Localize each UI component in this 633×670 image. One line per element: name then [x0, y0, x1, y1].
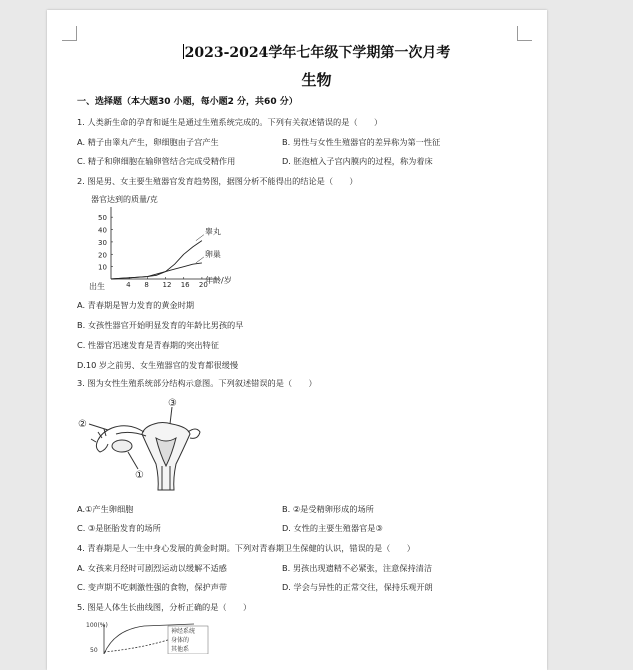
option-a: A. 青春期是智力发育的黄金时期	[77, 300, 195, 310]
axis-label-mid: 50	[90, 647, 98, 654]
option-a: A. 精子由睾丸产生，卵细胞由子宫产生	[77, 137, 219, 147]
question-stem: 2. 图是男、女主要生殖器官发育趋势图，据图分析不能得出的结论是（ ）	[77, 176, 358, 186]
margin-corner-mark	[517, 26, 532, 41]
legend-item: 其他系	[171, 646, 190, 653]
margin-corner-mark	[62, 26, 77, 41]
series-leader	[196, 235, 204, 241]
label-1: ①	[135, 470, 144, 481]
x-tick-label: 20	[198, 281, 208, 289]
axis-label-top: 100(%)	[86, 622, 108, 629]
series-line-0	[111, 241, 202, 279]
x-tick-label: 16	[180, 281, 190, 289]
option-d: D. 胚泡植入子宫内膜内的过程，称为着床	[282, 156, 433, 166]
x-tick-label: 4	[126, 281, 131, 289]
x-tick-label: 12	[162, 281, 172, 289]
option-d: D. 女性的主要生殖器官是③	[282, 523, 383, 533]
option-b: B. 男孩出现遗精不必紧张，注意保持清洁	[282, 563, 433, 573]
option-c: C. 性器官迅速发育是青春期的突出特征	[77, 340, 219, 350]
growth-chart	[88, 193, 238, 293]
doc-title: 2023-2024学年七年级下学期第一次月考	[184, 45, 451, 61]
origin-label: 出生	[89, 282, 105, 291]
reproductive-system-diagram	[72, 394, 202, 496]
y-tick-label: 10	[98, 263, 107, 272]
x-tick-label: 8	[144, 281, 149, 289]
question-stem: 3. 图为女性生殖系统部分结构示意图。下列叙述错误的是（ ）	[77, 378, 317, 388]
growth-curve-figure	[84, 618, 214, 654]
series-label: 睾丸	[204, 227, 221, 237]
series-label: 卵巢	[204, 249, 221, 259]
y-tick-label: 40	[98, 226, 107, 235]
x-axis-label: 年龄/岁	[205, 276, 232, 285]
question-stem: 5. 图是人体生长曲线图，分析正确的是（ ）	[77, 602, 252, 612]
section-heading: 一、选择题（本大题30 小题，每小题2 分，共60 分）	[77, 97, 298, 107]
option-a: A. 女孩来月经时可剧烈运动以缓解不适感	[77, 563, 227, 573]
y-tick-label: 20	[98, 251, 107, 260]
option-d: D. 学会与异性的正常交往，保持乐观开朗	[282, 582, 433, 592]
option-d: D.10 岁之前男、女生殖器官的发育都很缓慢	[77, 360, 239, 370]
legend-item: 神经系统	[171, 628, 196, 635]
doc-subject: 生物	[301, 71, 332, 89]
y-tick-label: 50	[98, 214, 107, 223]
option-a: A.①产生卵细胞	[77, 504, 134, 514]
label-2: ②	[78, 419, 87, 430]
question-stem: 4. 青春期是人一生中身心发展的黄金时期。下列对青春期卫生保健的认识，错误的是（ ）	[77, 543, 415, 553]
option-c: C. ③是胚胎发育的场所	[77, 523, 161, 533]
series-line-1	[111, 263, 202, 279]
option-c: C. 精子和卵细胞在输卵管结合完成受精作用	[77, 156, 236, 166]
option-b: B. 女孩性器官开始明显发育的年龄比男孩的早	[77, 320, 244, 330]
option-b: B. 男性与女性生殖器官的差异称为第一性征	[282, 137, 441, 147]
legend-item: 身体的	[171, 637, 190, 644]
option-c: C. 变声期不吃刺激性强的食物，保护声带	[77, 582, 228, 592]
option-b: B. ②是受精卵形成的场所	[282, 504, 374, 514]
question-stem: 1. 人类新生命的孕育和诞生是通过生殖系统完成的。下列有关叙述错误的是（ ）	[77, 117, 383, 127]
series-leader	[196, 257, 204, 263]
text-cursor	[183, 44, 184, 59]
label-3: ③	[168, 398, 177, 409]
y-axis-label: 器官达到的质量/克	[91, 195, 158, 204]
y-tick-label: 30	[98, 238, 107, 247]
